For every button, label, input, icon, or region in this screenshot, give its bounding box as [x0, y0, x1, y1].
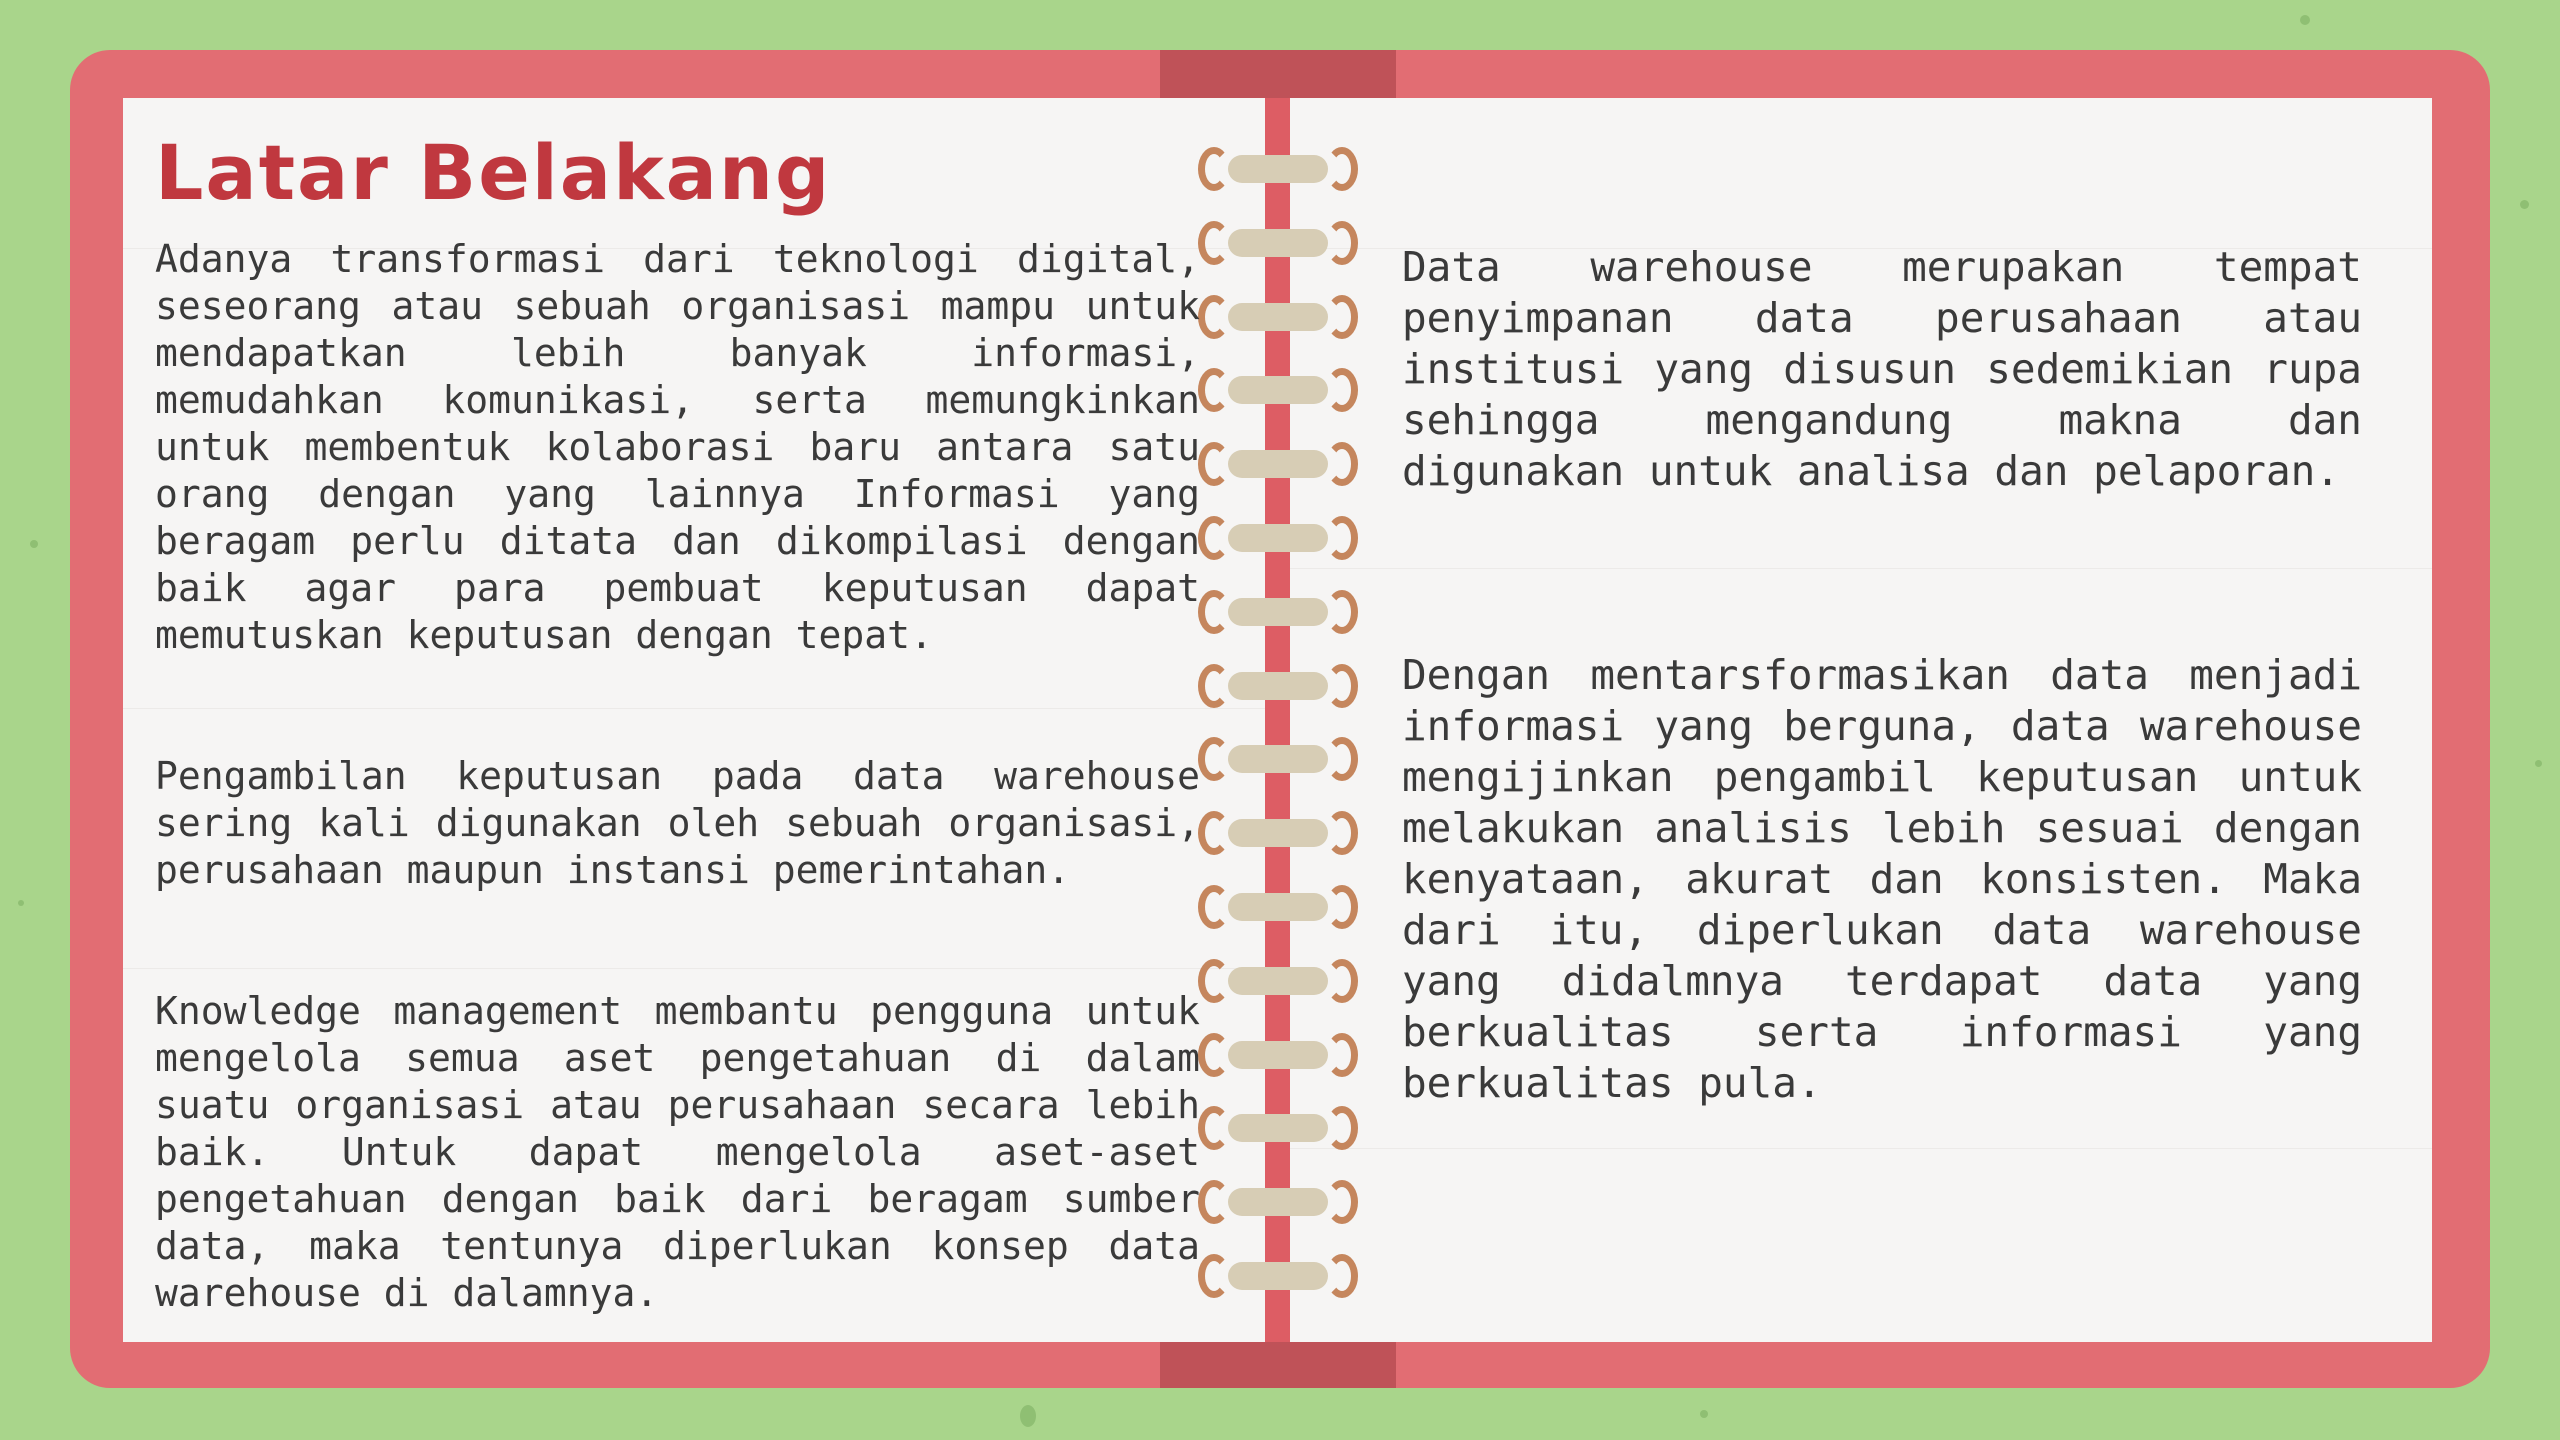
ring-bar — [1228, 745, 1328, 773]
ring-bar — [1228, 376, 1328, 404]
spiral-ring — [1198, 440, 1358, 488]
spiral-ring — [1198, 1031, 1358, 1079]
page-rule — [1290, 568, 2432, 569]
right-paragraph-2: Dengan mentarsformasikan data menjadi informasi yang berguna, data warehouse mengijinkan pengambil keputusan untuk melakukan analisis lebih sesuai dengan kenyataan, akurat dan konsisten. Maka dari itu, diperlukan data warehouse yang didalmnya terdapat data yang berkualitas serta informasi yang berkualitas pula. — [1402, 651, 2362, 1107]
ring-end — [1326, 885, 1358, 929]
ring-end — [1326, 368, 1358, 412]
ring-bar — [1228, 524, 1328, 552]
spiral-ring — [1198, 293, 1358, 341]
spiral-ring — [1198, 145, 1358, 193]
spiral-ring — [1198, 735, 1358, 783]
notebook-spine — [1265, 98, 1290, 1342]
ring-end — [1198, 516, 1230, 560]
ring-bar — [1228, 229, 1328, 257]
ring-end — [1198, 368, 1230, 412]
ring-end — [1198, 590, 1230, 634]
ring-end — [1326, 295, 1358, 339]
background-speck — [18, 900, 24, 906]
ring-end — [1326, 811, 1358, 855]
spiral-ring — [1198, 514, 1358, 562]
ring-end — [1326, 147, 1358, 191]
background-speck — [1020, 1405, 1036, 1427]
spiral-ring — [1198, 662, 1358, 710]
ring-bar — [1228, 893, 1328, 921]
ring-end — [1326, 737, 1358, 781]
ring-end — [1326, 1033, 1358, 1077]
ring-end — [1326, 1254, 1358, 1298]
ring-end — [1326, 959, 1358, 1003]
ring-end — [1198, 811, 1230, 855]
ring-end — [1198, 221, 1230, 265]
spiral-ring — [1198, 588, 1358, 636]
spiral-ring — [1198, 883, 1358, 931]
ring-end — [1198, 959, 1230, 1003]
ring-bar — [1228, 155, 1328, 183]
ring-end — [1198, 737, 1230, 781]
background-speck — [30, 540, 38, 548]
page-rule — [1290, 1148, 2432, 1149]
spine-band-bottom — [1160, 1342, 1396, 1388]
page-title: Latar Belakang — [155, 128, 832, 217]
spiral-ring — [1198, 1178, 1358, 1226]
ring-end — [1326, 516, 1358, 560]
background-speck — [2535, 760, 2542, 767]
spiral-ring — [1198, 957, 1358, 1005]
ring-end — [1198, 295, 1230, 339]
ring-bar — [1228, 819, 1328, 847]
spiral-ring — [1198, 366, 1358, 414]
spine-band-top — [1160, 50, 1396, 98]
right-paragraph-1: Data warehouse merupakan tempat penyimpanan data perusahaan atau institusi yang disusun sedemikian rupa sehingga mengandung makna dan digunakan untuk analisa dan pelaporan. — [1402, 243, 2362, 495]
ring-bar — [1228, 450, 1328, 478]
spiral-ring — [1198, 219, 1358, 267]
left-paragraph-1: Adanya transformasi dari teknologi digital, seseorang atau sebuah organisasi mampu untuk mendapatkan lebih banyak informasi, memudahkan komunikasi, serta memungkinkan untuk membentuk kolaborasi baru antara satu orang dengan yang lainnya Informasi yang beragam perlu ditata dan dikompilasi dengan baik agar para pembuat keputusan dapat memutuskan keputusan dengan tepat. — [155, 237, 1200, 657]
left-paragraph-2: Pengambilan keputusan pada data warehouse sering kali digunakan oleh sebuah organisasi, perusahaan maupun instansi pemerintahan. — [155, 754, 1200, 892]
ring-bar — [1228, 672, 1328, 700]
ring-end — [1198, 1254, 1230, 1298]
ring-bar — [1228, 967, 1328, 995]
ring-bar — [1228, 598, 1328, 626]
ring-end — [1326, 221, 1358, 265]
ring-end — [1326, 442, 1358, 486]
ring-end — [1198, 885, 1230, 929]
ring-end — [1198, 664, 1230, 708]
ring-bar — [1228, 303, 1328, 331]
ring-end — [1326, 1180, 1358, 1224]
background-speck — [1700, 1410, 1708, 1418]
spiral-ring — [1198, 1252, 1358, 1300]
ring-bar — [1228, 1188, 1328, 1216]
page-rule — [123, 968, 1265, 969]
ring-bar — [1228, 1041, 1328, 1069]
background-speck — [2520, 200, 2529, 209]
ring-bar — [1228, 1114, 1328, 1142]
background-speck — [2300, 15, 2310, 25]
ring-end — [1326, 590, 1358, 634]
spiral-ring — [1198, 1104, 1358, 1152]
ring-bar — [1228, 1262, 1328, 1290]
spiral-ring — [1198, 809, 1358, 857]
ring-end — [1326, 664, 1358, 708]
ring-end — [1198, 1033, 1230, 1077]
ring-end — [1198, 147, 1230, 191]
page-rule — [123, 708, 1265, 709]
ring-end — [1198, 1106, 1230, 1150]
ring-end — [1198, 1180, 1230, 1224]
ring-end — [1198, 442, 1230, 486]
left-paragraph-3: Knowledge management membantu pengguna untuk mengelola semua aset pengetahuan di dalam suatu organisasi atau perusahaan secara lebih baik. Untuk dapat mengelola aset-aset pengetahuan dengan baik dari beragam sumber data, maka tentunya diperlukan konsep data warehouse di dalamnya. — [155, 989, 1200, 1315]
ring-end — [1326, 1106, 1358, 1150]
